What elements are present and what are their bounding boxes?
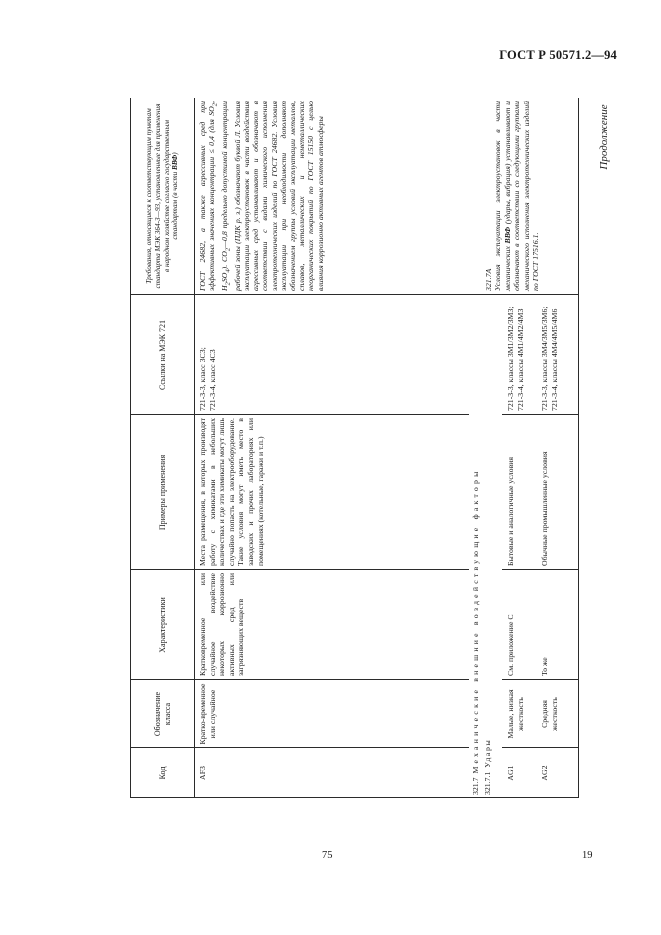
af3-iec-refs xyxy=(198,297,217,411)
header-requirements-end: ) xyxy=(171,152,180,155)
col-divider-3b xyxy=(502,569,579,570)
af3-refs-line2: 721-3-4, класс 4С3 xyxy=(207,349,217,411)
header-requirements xyxy=(132,102,193,290)
af3-req-sub3: 4 xyxy=(224,269,232,273)
header-class-designation: Обозначение класса xyxy=(152,691,172,737)
standard-number: ГОСТ Р 50571.2—94 xyxy=(499,48,617,62)
table-left-border xyxy=(130,797,579,798)
section-heading xyxy=(471,299,481,795)
ag-req-bold: ВВФ xyxy=(502,226,512,244)
col-divider-1b xyxy=(502,747,579,748)
ag2-characteristics: То же xyxy=(540,657,549,676)
col-divider-4b xyxy=(502,414,579,415)
header-characteristics: Характеристики xyxy=(157,597,167,653)
subsection-heading xyxy=(483,299,493,795)
af3-req-mid2: SO xyxy=(219,272,229,283)
table-bottom-border xyxy=(578,98,579,798)
ag1-iec-refs xyxy=(506,297,525,411)
section-number: 321.7 xyxy=(471,777,480,795)
af3-class: Кратко-временное или случайное xyxy=(198,683,217,745)
ag1-class: Малые, низкая жесткость xyxy=(506,689,525,739)
af3-req-sub1: 2 xyxy=(211,102,219,107)
ag2-code: AG2 xyxy=(540,765,549,781)
continuation-label xyxy=(594,96,614,178)
ag-req-number: 321.7А xyxy=(484,268,493,291)
header-code: Код xyxy=(157,766,167,780)
col-divider-5 xyxy=(130,294,579,295)
af3-req-sub2: 2 xyxy=(224,282,232,286)
af3-req-sub4: 2 xyxy=(224,247,232,252)
col-divider-2b xyxy=(502,679,579,680)
af3-characteristics: Кратковременное или случайное воздействие некоторых коррозионно активных сред или загрязняющих веществ xyxy=(198,573,246,676)
af3-refs-line1: 721-3-3, класс 3С3; xyxy=(198,347,207,411)
ag1-refs-line2: 721-3-4, классы 4М1/4М2/4М3 xyxy=(515,308,525,411)
page-number: 19 xyxy=(582,850,593,861)
header-requirements-bold: ВВФ xyxy=(171,154,180,170)
af3-examples: Места размещения, в которых производят работу с химикатами в небольших количествах и где эти химикаты могут лишь случайно попасть на электрооборудование. Такие условия могут иметь место в заводских и прочих лабораториях или помещениях (котельные, гаражи и т.п.) xyxy=(198,418,265,566)
ag1-examples: Бытовые и аналогичные условия xyxy=(506,456,515,566)
ag-req-pre: Условия эксплуатации электроустановок в части механических xyxy=(493,101,512,291)
af3-req-mid3: ). CO xyxy=(219,251,229,270)
af3-req-mid1: , H xyxy=(207,101,229,291)
continuation-text: Продолжение xyxy=(598,104,610,170)
header-requirements-text: Требования, относящиеся к соответствующим пунктам стандарта МЭК 364-3—93, установленные для применения в народном хозяйстве согласно государственным стандартам (в части xyxy=(144,103,180,289)
af3-req-lead: ГОСТ 24682, а также агрессивных сред при эффективных значениях концентрации ≤ 0,4 (для SO xyxy=(198,101,217,291)
ag2-refs-line1: 721-3-3, классы 3М4/3М5/3М6; xyxy=(540,306,549,411)
page-number-inner: 75 xyxy=(322,850,333,861)
subsection-title: Удары xyxy=(483,738,492,768)
ag2-iec-refs xyxy=(540,297,559,411)
af3-requirements xyxy=(198,101,325,291)
ag1-refs-line1: 721-3-3, классы 3М1/3М2/3М3; xyxy=(506,306,515,411)
section-title: Механические внешние воздействующие факторы xyxy=(471,468,480,774)
af3-code: AF3 xyxy=(198,766,207,780)
ag1-code: AG1 xyxy=(506,765,515,781)
af3-req-rest: —0,8 предельно допустимой концентрации рабочей зоны (ПДК р. з.) обозначают буквой Л. Условия эксплуатации электроустановок в части воздействия агрессивных сред устанавливают и обозначают в соответствии с видами химического исполнения электротехнических изделий по ГОСТ 24682. Условия эксплуатации при необходимости дополняют обозначением группы условий эксплуатации металлов, сплавов, металлических и неметаллических неорганических покрытий по ГОСТ 15150 с целью влияния коррозионно активных агентов атмосферы xyxy=(219,101,325,291)
header-bottom-border xyxy=(194,98,195,798)
table-top-border xyxy=(130,98,131,798)
ag1-characteristics: См. приложение С xyxy=(506,614,515,676)
header-examples: Примеры применения xyxy=(157,454,167,531)
ag2-refs-line2: 721-3-4, классы 4М4/4М5/4М6 xyxy=(549,308,559,411)
ag-req-post: (удары, вибрация) устанавливают и обозначают в соответствии со следующими группами механического исполнения электротехнических изделий по ГОСТ 17516.1. xyxy=(502,101,541,291)
ag2-class: Средняя жесткость xyxy=(540,697,559,731)
ag2-examples: Обычные промышленные условия xyxy=(540,451,549,566)
header-iec-refs: Ссылки на МЭК 721 xyxy=(157,319,167,391)
rotated-table xyxy=(130,98,580,798)
subsection-number: 321.7.1 xyxy=(483,771,492,795)
ag-requirements xyxy=(484,101,540,291)
